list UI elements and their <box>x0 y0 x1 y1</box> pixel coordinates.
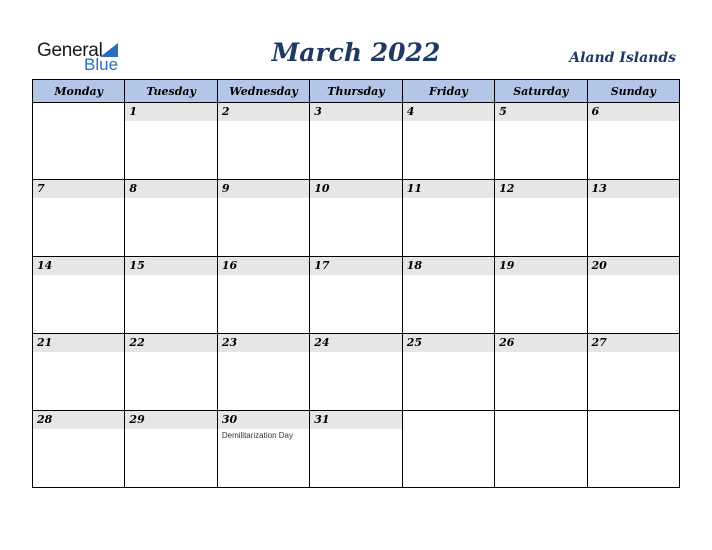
day-number: 28 <box>33 411 124 429</box>
day-cell[interactable] <box>217 103 309 180</box>
day-cell[interactable] <box>310 103 402 180</box>
day-cell[interactable] <box>587 334 679 411</box>
day-number: 6 <box>588 103 679 121</box>
day-cell[interactable] <box>587 180 679 257</box>
day-cell[interactable] <box>587 257 679 334</box>
logo-text-blue: Blue <box>84 55 119 74</box>
day-number: 27 <box>588 334 679 352</box>
day-cell[interactable] <box>33 334 125 411</box>
day-cell[interactable] <box>125 334 217 411</box>
day-number: 29 <box>125 411 216 429</box>
day-number: 10 <box>310 180 401 198</box>
empty-day-cell <box>33 103 125 180</box>
weekday-header: Friday <box>402 80 494 103</box>
day-number: 4 <box>403 103 494 121</box>
day-number: 15 <box>125 257 216 275</box>
day-number: 30 <box>218 411 309 429</box>
weekday-header: Wednesday <box>217 80 309 103</box>
day-number: 9 <box>218 180 309 198</box>
weekday-header-row <box>33 80 680 103</box>
day-cell[interactable] <box>310 180 402 257</box>
day-cell[interactable] <box>217 334 309 411</box>
week-row <box>33 334 680 411</box>
day-cell[interactable] <box>310 411 402 488</box>
weekday-header: Sunday <box>587 80 679 103</box>
day-number: 8 <box>125 180 216 198</box>
weekday-header: Thursday <box>310 80 402 103</box>
empty-day-cell <box>495 411 587 488</box>
day-number: 14 <box>33 257 124 275</box>
day-cell[interactable] <box>125 103 217 180</box>
day-cell[interactable] <box>495 180 587 257</box>
day-cell[interactable] <box>33 257 125 334</box>
day-number: 24 <box>310 334 401 352</box>
logo-text-general: General <box>37 40 103 61</box>
day-number: 7 <box>33 180 124 198</box>
day-cell[interactable] <box>125 411 217 488</box>
day-cell[interactable] <box>587 103 679 180</box>
region-label: Aland Islands <box>569 50 676 66</box>
day-cell[interactable] <box>33 180 125 257</box>
calendar-grid <box>32 79 680 488</box>
day-cell[interactable] <box>310 257 402 334</box>
empty-day-cell <box>402 411 494 488</box>
day-cell[interactable] <box>217 257 309 334</box>
day-cell[interactable] <box>402 180 494 257</box>
day-cell[interactable] <box>125 180 217 257</box>
holiday-label: Demilitarization Day <box>221 431 293 440</box>
day-number: 31 <box>310 411 401 429</box>
day-number: 22 <box>125 334 216 352</box>
day-number: 17 <box>310 257 401 275</box>
day-cell[interactable] <box>217 411 309 488</box>
week-row <box>33 180 680 257</box>
weekday-header: Saturday <box>495 80 587 103</box>
day-number: 5 <box>495 103 586 121</box>
day-number: 23 <box>218 334 309 352</box>
day-number: 18 <box>403 257 494 275</box>
day-number: 19 <box>495 257 586 275</box>
day-cell[interactable] <box>33 411 125 488</box>
day-cell[interactable] <box>402 257 494 334</box>
day-cell[interactable] <box>495 103 587 180</box>
day-number: 21 <box>33 334 124 352</box>
day-number: 25 <box>403 334 494 352</box>
day-number: 3 <box>310 103 401 121</box>
page-title: March 2022 <box>271 38 441 67</box>
day-cell[interactable] <box>217 180 309 257</box>
day-cell[interactable] <box>495 257 587 334</box>
weekday-header: Monday <box>33 80 125 103</box>
week-row <box>33 103 680 180</box>
day-number: 2 <box>218 103 309 121</box>
week-row <box>33 257 680 334</box>
day-cell[interactable] <box>495 334 587 411</box>
day-cell[interactable] <box>310 334 402 411</box>
day-cell[interactable] <box>125 257 217 334</box>
day-cell[interactable] <box>402 103 494 180</box>
week-row <box>33 411 680 488</box>
day-cell[interactable] <box>402 334 494 411</box>
day-number: 16 <box>218 257 309 275</box>
day-number: 20 <box>588 257 679 275</box>
day-number: 13 <box>588 180 679 198</box>
weekday-header: Tuesday <box>125 80 217 103</box>
day-number: 26 <box>495 334 586 352</box>
day-number: 12 <box>495 180 586 198</box>
day-number: 11 <box>403 180 494 198</box>
day-number: 1 <box>125 103 216 121</box>
empty-day-cell <box>587 411 679 488</box>
